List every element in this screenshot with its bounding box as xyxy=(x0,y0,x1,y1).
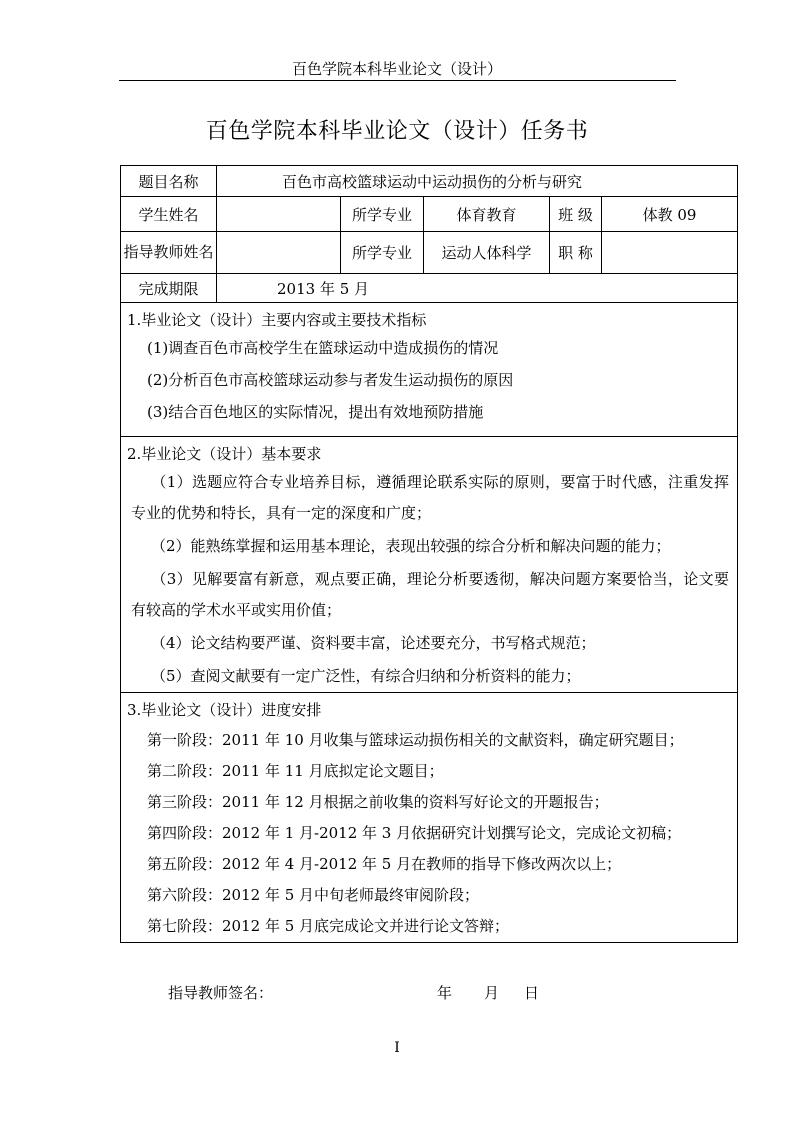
section-2-item-text: （5）查阅文献要有一定广泛性，有综合归纳和分析资料的能力； xyxy=(151,667,581,685)
row-advisor xyxy=(121,232,738,274)
topic-value: 百色市高校篮球运动中运动损伤的分析与研究 xyxy=(217,166,738,197)
row-topic xyxy=(121,166,738,197)
task-form-table xyxy=(120,165,738,943)
advisor-signature-label: 指导教师签名： xyxy=(168,984,274,1002)
section-1-item: (1)调查百色市高校学生在篮球运动中造成损伤的情况 xyxy=(147,339,499,357)
student-name-label: 学生姓名 xyxy=(121,197,217,232)
section-1-title: 1.毕业论文（设计）主要内容或主要技术指标 xyxy=(127,311,427,329)
section-3-item: 第五阶段：2012 年 4 月-2012 年 5 月在教师的指导下修改两次以上； xyxy=(147,855,622,873)
document-title: 百色学院本科毕业论文（设计）任务书 xyxy=(205,119,589,144)
section-3-cell xyxy=(121,693,738,943)
major-label-1: 所学专业 xyxy=(341,197,424,232)
row-section-3 xyxy=(121,693,738,943)
section-2-item xyxy=(127,628,729,659)
title-rank-value xyxy=(602,232,738,274)
row-student xyxy=(121,197,738,232)
section-2-cell xyxy=(121,437,738,693)
deadline-value: 2013 年 5 月 xyxy=(217,274,738,303)
deadline-label: 完成期限 xyxy=(121,274,217,303)
section-2-item-text: （4）论文结构要严谨、资料要丰富，论述要充分，书写格式规范； xyxy=(151,634,596,652)
section-2-item-text: （3）见解要富有新意，观点要正确，理论分析要透彻，解决问题方案要恰当，论文要有较高的学术水平或实用价值； xyxy=(131,570,729,619)
topic-label: 题目名称 xyxy=(121,166,217,197)
section-2-item xyxy=(127,661,729,692)
student-name-value xyxy=(217,197,341,232)
class-value: 体教 09 xyxy=(602,197,738,232)
section-1-item: (3)结合百色地区的实际情况，提出有效地预防措施 xyxy=(147,403,484,421)
major-value-2: 运动人体科学 xyxy=(424,232,550,274)
signature-day-label: 日 xyxy=(524,984,540,1002)
section-3-item: 第六阶段：2012 年 5 月中旬老师最终审阅阶段； xyxy=(147,886,480,904)
section-3-item: 第四阶段：2012 年 1 月-2012 年 3 月依据研究计划撰写论文，完成论文初稿； xyxy=(147,824,682,842)
header-rule xyxy=(119,80,676,81)
section-3-item: 第二阶段：2011 年 11 月底拟定论文题目； xyxy=(147,762,444,780)
major-value-1: 体育教育 xyxy=(424,197,550,232)
row-deadline xyxy=(121,274,738,303)
advisor-value xyxy=(217,232,341,274)
row-section-2 xyxy=(121,437,738,693)
section-2-title: 2.毕业论文（设计）基本要求 xyxy=(127,445,322,463)
section-3-item: 第七阶段：2012 年 5 月底完成论文并进行论文答辩； xyxy=(147,917,510,935)
section-3-item: 第三阶段：2011 年 12 月根据之前收集的资料写好论文的开题报告； xyxy=(147,793,609,811)
running-header-title: 百色学院本科毕业论文（设计） xyxy=(291,60,502,78)
section-2-item-text: （2）能熟练掌握和运用基本理论，表现出较强的综合分析和解决问题的能力； xyxy=(151,537,671,555)
section-2-item-text: （1）选题应符合专业培养目标，遵循理论联系实际的原则，要富于时代感，注重发挥专业的优势和特长，具有一定的深度和广度； xyxy=(131,473,729,522)
signature-year-label: 年 xyxy=(437,984,453,1002)
page-number: I xyxy=(394,1040,400,1056)
section-2-item xyxy=(127,467,729,529)
advisor-label: 指导教师姓名 xyxy=(121,232,217,274)
section-3-item: 第一阶段：2011 年 10 月收集与篮球运动损伤相关的文献资料，确定研究题目； xyxy=(147,731,684,749)
section-2-item xyxy=(127,531,729,562)
row-section-1 xyxy=(121,303,738,437)
major-label-2: 所学专业 xyxy=(341,232,424,274)
class-label: 班 级 xyxy=(550,197,602,232)
section-3-title: 3.毕业论文（设计）进度安排 xyxy=(127,701,322,719)
signature-month-label: 月 xyxy=(484,984,500,1002)
section-1-cell xyxy=(121,303,738,437)
section-1-item: (2)分析百色市高校篮球运动参与者发生运动损伤的原因 xyxy=(147,371,514,389)
title-rank-label: 职 称 xyxy=(550,232,602,274)
section-2-item xyxy=(127,564,729,626)
